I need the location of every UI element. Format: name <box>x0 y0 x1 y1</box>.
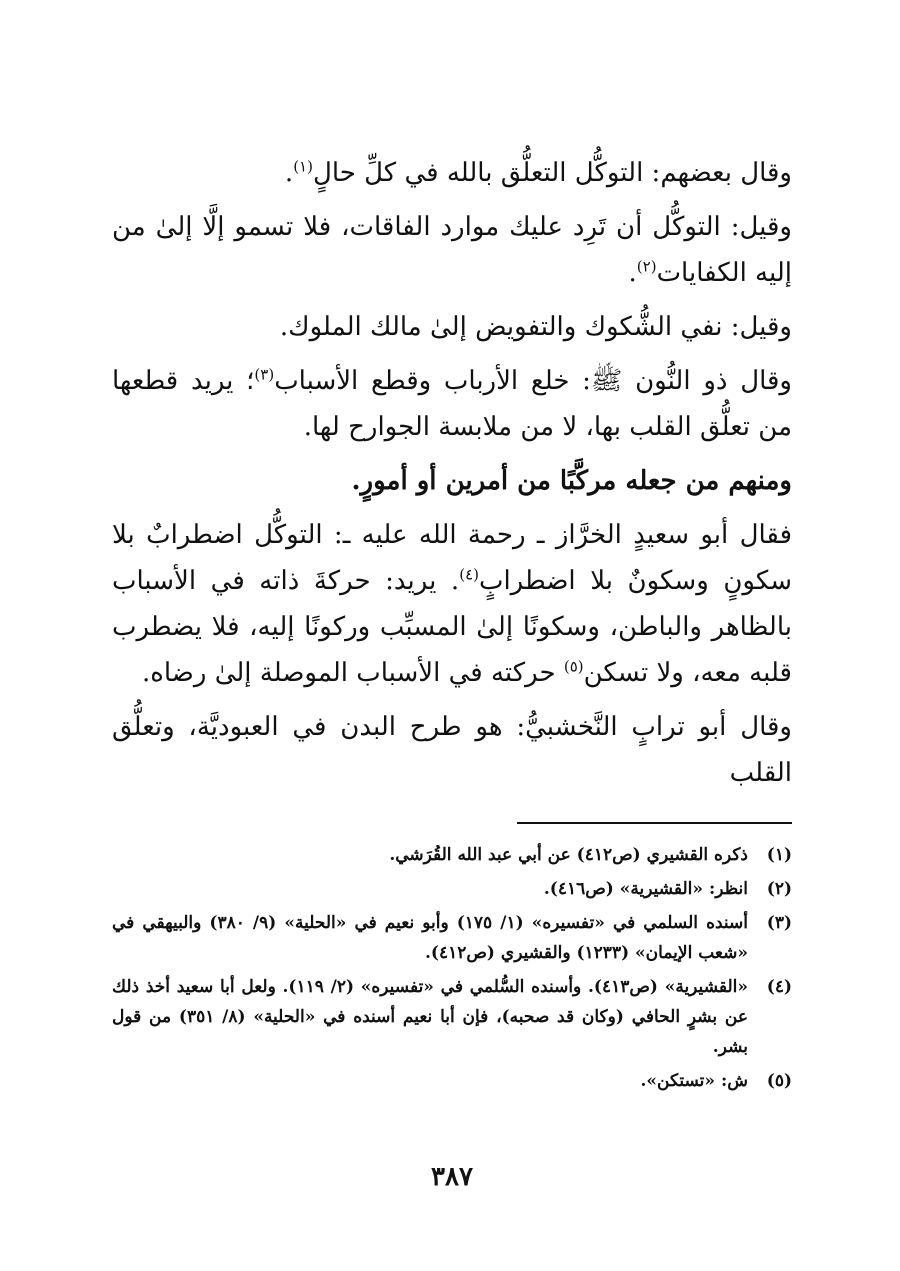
footnote-3 <box>112 908 792 968</box>
footnote-number: (٢) <box>766 879 792 899</box>
footnote-text: ش: «تستكن». <box>640 1071 748 1091</box>
paragraph-tail-2: حركته في الأسباب الموصلة إلىٰ رضاه. <box>141 658 564 688</box>
paragraph-tail: . <box>284 158 294 188</box>
footnote-ref-2[interactable]: (٢) <box>636 257 657 276</box>
paragraph-text: وقيل: نفي الشُّكوك والتفويض إلىٰ مالك الملوك. <box>279 312 792 342</box>
paragraph-6 <box>112 512 792 696</box>
footnote-number: (٤) <box>766 977 792 997</box>
paragraph-3 <box>112 304 792 350</box>
footnote-5 <box>112 1066 792 1096</box>
footnote-number: (٥) <box>766 1071 792 1091</box>
footnote-text: انظر: «القشيرية» (ص٤١٦). <box>543 879 748 899</box>
paragraph-4 <box>112 358 792 450</box>
footnote-text: أسنده السلمي في «تفسيره» (١/ ١٧٥) وأبو نعيم في «الحلية» (٩/ ٣٨٠) والبيهقي في «شعب الإيمان» (١٢٣٣) والقشيري (ص٤١٢). <box>112 913 748 963</box>
paragraph-text: وقال بعضهم: التوكُّل التعلُّق بالله في كلِّ حالٍ <box>312 158 792 188</box>
page <box>112 150 792 1210</box>
footnote-number: (٣) <box>766 913 792 933</box>
footnote-2 <box>112 874 792 904</box>
paragraph-text: وقيل: التوكُّل أن تَرِد عليك موارد الفاقات، فلا تسمو إلَّا إلىٰ من إليه الكفايات <box>112 212 792 288</box>
footnote-1 <box>112 840 792 870</box>
footnote-ref-3[interactable]: (٣) <box>254 365 275 384</box>
page-number: ٣٨٧ <box>431 1162 473 1192</box>
paragraph-text: ومنهم من جعله مركَّبًا من أمرين أو أمورٍ. <box>351 466 792 496</box>
footnote-number: (١) <box>766 845 792 865</box>
paragraph-tail: . <box>628 258 637 288</box>
paragraph-tail: ؛ يريد قطعها من تعلُّق القلب بها، لا من ملابسة الجوارح لها. <box>112 366 792 442</box>
paragraph-2 <box>112 204 792 296</box>
main-text <box>112 150 792 796</box>
footnote-ref-1[interactable]: (١) <box>293 157 313 176</box>
footnote-divider <box>517 822 792 824</box>
paragraph-text: فقال أبو سعيدٍ الخرَّاز ـ رحمة الله عليه ـ: التوكُّل اضطرابٌ بلا سكونٍ وسكونٌ بلا اضطرابٍ <box>112 520 792 596</box>
paragraph-1 <box>112 150 792 196</box>
footnote-text: «القشيرية» (ص٤١٣). وأسنده السُّلمي في «تفسيره» (٢/ ١١٩). ولعل أبا سعيد أخذ ذلك عن بشرٍ الحافي (وكان قد صحبه)، فإن أبا نعيم أسنده في «الحلية» (٨/ ٣٥١) من قول بشر. <box>112 977 748 1057</box>
footnote-ref-4[interactable]: (٤) <box>459 565 479 584</box>
footnotes <box>112 840 792 1100</box>
footnote-ref-5[interactable]: (٥) <box>563 657 584 676</box>
footnote-text: ذكره القشيري (ص٤١٢) عن أبي عبد الله القُرَشي. <box>389 845 748 865</box>
paragraph-text: وقال ذو النُّون ﷺ: خلع الأرباب وقطع الأسباب <box>274 366 792 396</box>
paragraph-tail: . يريد: حركةَ ذاته في الأسباب بالظاهر والباطن، وسكونًا إلىٰ المسبِّب وركونًا إليه، فلا يضطرب قلبه معه، ولا تسكن <box>112 566 792 688</box>
paragraph-text: وقال أبو ترابٍ النَّخشبيُّ: هو طرح البدن في العبوديَّة، وتعلُّق القلب <box>112 712 792 788</box>
paragraph-7 <box>112 704 792 796</box>
paragraph-5-heading <box>112 458 792 504</box>
footnote-4 <box>112 972 792 1062</box>
